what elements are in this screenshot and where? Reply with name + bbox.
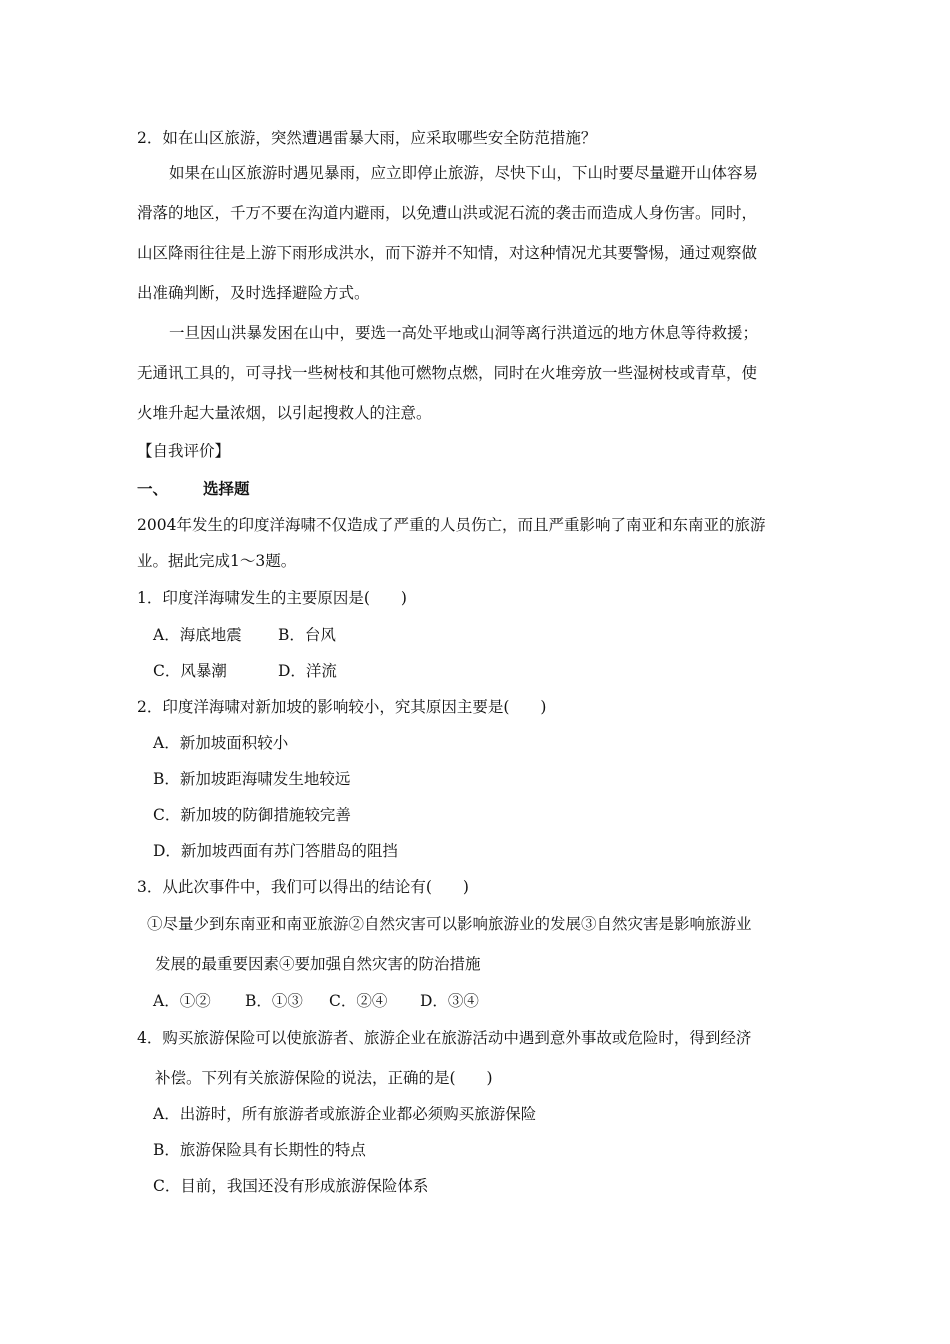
section-title: 选择题 xyxy=(203,479,250,498)
paragraph-line: 无通讯工具的，可寻找一些树枝和其他可燃物点燃，同时在火堆旁放一些湿树枝或青草，使 xyxy=(137,364,758,382)
q4-option-b: B．旅游保险具有长期性的特点 xyxy=(153,1141,366,1159)
self-evaluation-heading: 【自我评价】 xyxy=(137,442,231,460)
q3-statement-line: 发展的最重要因素④要加强自然灾害的防治措施 xyxy=(155,955,481,973)
paragraph-line: 出准确判断，及时选择避险方式。 xyxy=(137,284,370,302)
q2-option-a: A．新加坡面积较小 xyxy=(153,734,289,752)
q1-option-a: A．海底地震 xyxy=(153,626,242,644)
paragraph-line: 滑落的地区，千万不要在沟道内避雨，以免遭山洪或泥石流的袭击而造成人身伤害。同时， xyxy=(137,204,758,222)
paragraph-line: 如果在山区旅游时遇见暴雨，应立即停止旅游，尽快下山，下山时要尽量避开山体容易 xyxy=(169,164,759,182)
q3-option-b: B．①③ xyxy=(245,992,303,1010)
question-2: 2．印度洋海啸对新加坡的影响较小，究其原因主要是( ) xyxy=(137,698,547,716)
paragraph-line: 一旦因山洪暴发困在山中，要选一高处平地或山洞等离行洪道远的地方休息等待救援； xyxy=(169,324,759,342)
q1-option-c: C．风暴潮 xyxy=(153,662,227,680)
paragraph-line: 火堆升起大量浓烟，以引起搜救人的注意。 xyxy=(137,404,432,422)
q2-option-b: B．新加坡距海啸发生地较远 xyxy=(153,770,351,788)
question-3: 3．从此次事件中，我们可以得出的结论有( ) xyxy=(137,878,469,896)
paragraph-line: 山区降雨往往是上游下雨形成洪水，而下游并不知情，对这种情况尤其要警惕，通过观察做 xyxy=(137,244,758,262)
question-4-line: 4．购买旅游保险可以使旅游者、旅游企业在旅游活动中遇到意外事故或危险时，得到经济 xyxy=(137,1029,752,1047)
q4-option-a: A．出游时，所有旅游者或旅游企业都必须购买旅游保险 xyxy=(153,1105,537,1123)
q1-option-b: B．台风 xyxy=(278,626,336,644)
section-number: 一、 xyxy=(137,479,169,498)
q1-option-d: D．洋流 xyxy=(278,662,337,680)
q3-option-a: A．①② xyxy=(153,992,211,1010)
q2-option-d: D．新加坡西面有苏门答腊岛的阻挡 xyxy=(153,842,398,860)
question-1: 1．印度洋海啸发生的主要原因是( ) xyxy=(137,589,407,607)
q2-option-c: C．新加坡的防御措施较完善 xyxy=(153,806,351,824)
q3-option-c: C．②④ xyxy=(329,992,388,1010)
question-4-line: 补偿。下列有关旅游保险的说法，正确的是( ) xyxy=(155,1069,493,1087)
question-intro: 2．如在山区旅游，突然遭遇雷暴大雨，应采取哪些安全防范措施？ xyxy=(137,129,597,147)
q3-statement-line: ①尽量少到东南亚和南亚旅游②自然灾害可以影响旅游业的发展③自然灾害是影响旅游业 xyxy=(147,915,752,933)
q4-option-c: C．目前，我国还没有形成旅游保险体系 xyxy=(153,1177,429,1195)
q3-option-d: D．③④ xyxy=(420,992,479,1010)
material-line: 2004年发生的印度洋海啸不仅造成了严重的人员伤亡，而且严重影响了南亚和东南亚的旅游 xyxy=(137,516,766,534)
material-line: 业。据此完成1～3题。 xyxy=(137,552,297,570)
